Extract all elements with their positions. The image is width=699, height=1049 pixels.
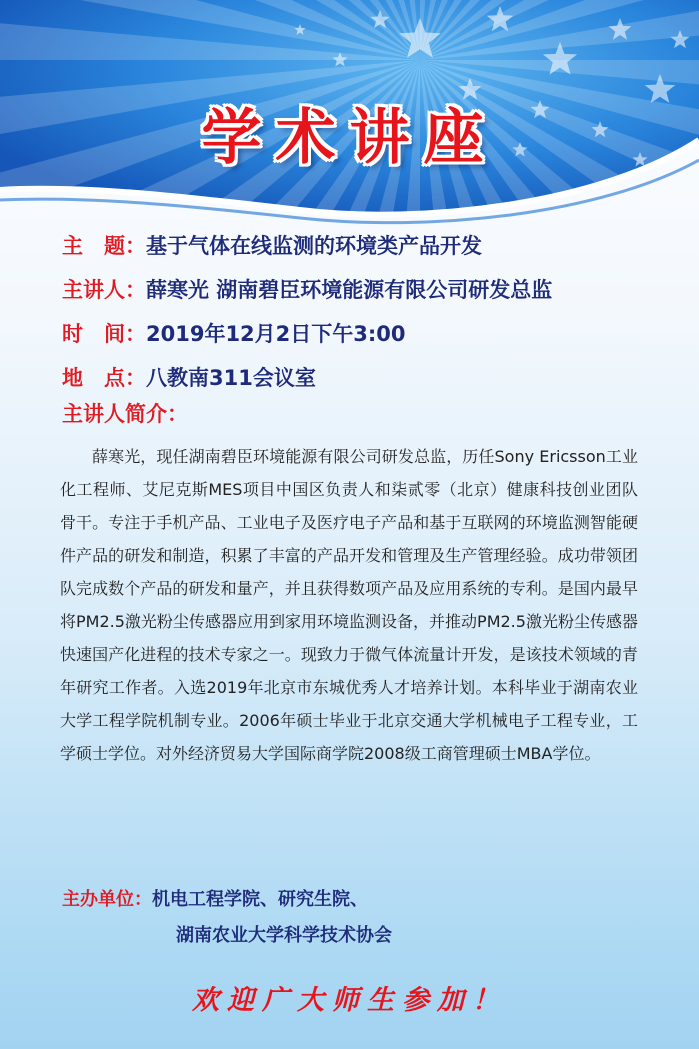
location-label: 地 点： bbox=[62, 366, 146, 390]
topic-label: 主 题： bbox=[62, 234, 146, 258]
bio-paragraph: 薛寒光，现任湖南碧臣环境能源有限公司研发总监，历任Sony Ericsson工业化工程师、艾尼克斯MES项目中国区负责人和柒贰零（北京）健康科技创业团队骨干。专注于手机产品、工业电子及医疗电子产品和基于互联网的环境监测智能硬件产品的研发和制造，积累了丰富的产品开发和管理及生产管理经验。成功带领团队完成数个产品的研发和量产，并且获得数项产品及应用系统的专利。是国内最早将PM2.5激光粉尘传感器应用到家用环境监测设备，并推动PM2.5激光粉尘传感器快速国产化进程的技术专家之一。现致力于微气体流量计开发，是该技术领域的青年研究工作者。入选2019年北京市东城优秀人才培养计划。本科毕业于湖南农业大学工程学院机制专业。2006年硕士毕业于北京交通大学机械电子工程专业，工学硕士学位。对外经济贸易大学国际商学院2008级工商管理硕士MBA学位。 bbox=[60, 447, 638, 763]
organizer-label: 主办单位： bbox=[62, 889, 152, 910]
speaker-label: 主讲人： bbox=[62, 278, 146, 302]
time-row bbox=[62, 318, 682, 362]
welcome-slogan: 欢迎广大师生参加！ bbox=[192, 985, 507, 1016]
topic-row bbox=[62, 230, 682, 274]
topic-value: 基于气体在线监测的环境类产品开发 bbox=[146, 234, 482, 258]
poster-title: 学术讲座 bbox=[201, 103, 498, 173]
speaker-bio bbox=[60, 440, 638, 770]
organizer-line-1: 机电工程学院、研究生院、 bbox=[152, 889, 368, 910]
time-label: 时 间： bbox=[62, 322, 146, 346]
speaker-value: 薛寒光 湖南碧臣环境能源有限公司研发总监 bbox=[146, 278, 553, 302]
speaker-intro-heading: 主讲人简介： bbox=[62, 402, 188, 426]
organizer-line-2: 湖南农业大学科学技术协会 bbox=[176, 925, 392, 946]
organizer bbox=[62, 885, 368, 911]
location-value: 八教南311会议室 bbox=[146, 366, 316, 390]
time-value: 2019年12月2日下午3:00 bbox=[146, 322, 406, 346]
lecture-info bbox=[62, 230, 682, 406]
speaker-row bbox=[62, 274, 682, 318]
